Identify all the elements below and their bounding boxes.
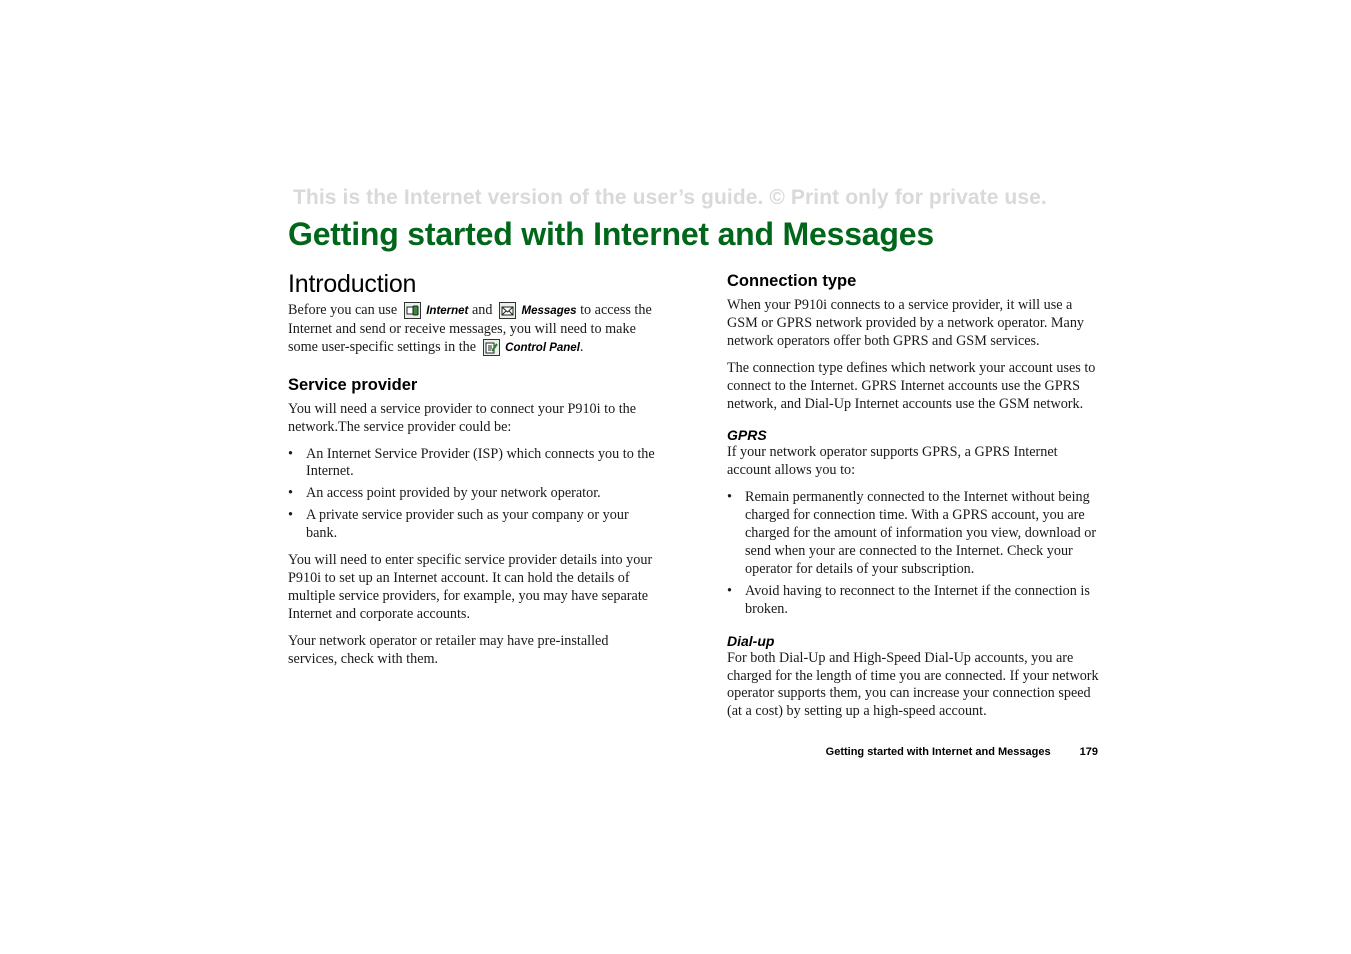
intro-text-1: Before you can use (288, 302, 398, 318)
service-provider-paragraph-2: You will need to enter specific service provider details into your P910i to set up an Internet account. It can hold the details of multiple service providers, for example, you may have separate Internet and corporate accounts. (288, 552, 653, 622)
control-panel-app-name: Control Panel (505, 341, 580, 354)
dial-up-paragraph: For both Dial-Up and High-Speed Dial-Up accounts, you are charged for the length of time you are connected. If your network operator supports them, you can increase your connection speed (at a cost) by setting up a high-speed account. (727, 649, 1099, 720)
intro-text-3: to access the Internet and send or receive messages, you will need to make some user-specific settings in the (288, 302, 652, 355)
gprs-paragraph: If your network operator supports GPRS, a GPRS Internet account allows you to: (727, 444, 1058, 479)
list-item: • An Internet Service Provider (ISP) which connects you to the Internet. (288, 446, 660, 482)
watermark-text: This is the Internet version of the user’s guide. © Print only for private use. (293, 186, 1047, 209)
service-provider-paragraph-3: Your network operator or retailer may have pre-installed services, check with them. (288, 632, 609, 667)
messages-app-icon (499, 302, 516, 319)
intro-text-4: . (579, 338, 584, 355)
internet-app-name: Internet (426, 305, 469, 317)
service-provider-heading: Service provider (288, 375, 418, 394)
introduction-paragraph (288, 302, 660, 358)
gprs-heading: GPRS (727, 427, 767, 444)
intro-text-2: and (471, 302, 493, 318)
gprs-list (727, 489, 1099, 618)
introduction-heading: Introduction (288, 270, 417, 298)
chapter-title: Getting started with Internet and Messages (288, 216, 934, 252)
list-item: • A private service provider such as your company or your bank. (288, 507, 660, 543)
page-number: 179 (1079, 746, 1098, 758)
footer-section-title: Getting started with Internet and Messages (825, 746, 1051, 758)
list-item: • Avoid having to reconnect to the Internet if the connection is broken. (727, 583, 1099, 619)
control-panel-app-icon (483, 339, 500, 356)
connection-type-heading: Connection type (727, 272, 857, 290)
list-item: • An access point provided by your network operator. (288, 485, 660, 503)
internet-app-icon (404, 302, 421, 319)
service-provider-paragraph-1: You will need a service provider to connect your P910i to the network.The service provider could be: (288, 400, 637, 435)
service-provider-list (288, 446, 660, 544)
page-footer (826, 746, 1098, 758)
left-column (288, 268, 660, 669)
list-item: • Remain permanently connected to the Internet without being charged for connection time. With a GPRS account, you are charged for the amount of information you view, download or send when your are connected to the Internet. Check your operator for details of your subscription. (727, 489, 1099, 579)
dial-up-heading: Dial-up (727, 632, 775, 649)
connection-type-paragraph-2: The connection type defines which network your account uses to connect to the Internet. GPRS Internet accounts use the GPRS network, and Dial-Up Internet accounts use the GSM network. (727, 359, 1096, 412)
messages-app-name: Messages (521, 305, 577, 317)
connection-type-paragraph-1: When your P910i connects to a service provider, it will use a GSM or GPRS network provided by a network operator. Many network operators offer both GPRS and GSM services. (727, 297, 1085, 349)
right-column (727, 270, 1099, 721)
